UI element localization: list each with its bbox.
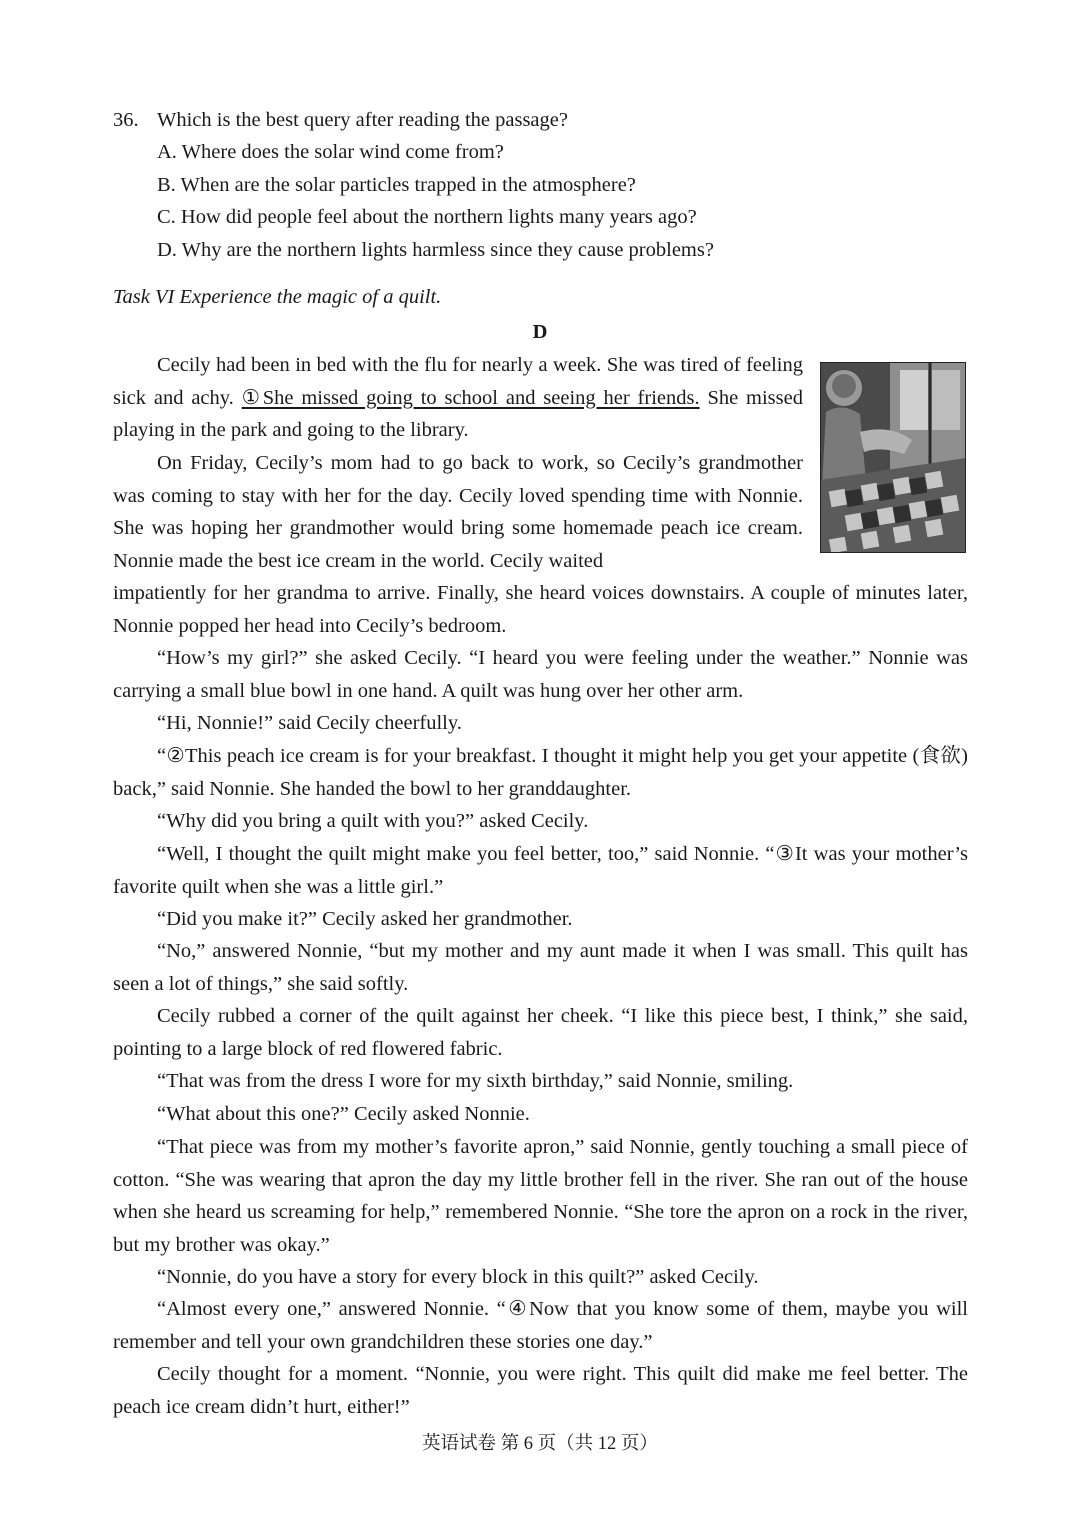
option-a: A. Where does the solar wind come from? — [157, 141, 504, 163]
paragraph-11: “That was from the dress I wore for my sixth birthday,” said Nonnie, smiling. — [157, 1070, 794, 1092]
question-number: 36. — [113, 109, 139, 131]
page-footer: 英语试卷 第 6 页（共 12 页） — [422, 1434, 658, 1454]
option-d: D. Why are the northern lights harmless since they cause problems? — [157, 239, 714, 261]
paragraph-7: “Well, I thought the quilt might make you feel better, too,” said Nonnie. “③It was your mother’s favorite quilt when she was a little girl.” — [113, 843, 968, 898]
section-letter: D — [532, 321, 548, 343]
task-heading: Task VI Experience the magic of a quilt. — [113, 286, 442, 308]
paragraph-16: Cecily thought for a moment. “Nonnie, you were right. This quilt did make me feel better. The peach ice cream didn’t hurt, either!” — [113, 1363, 968, 1418]
paragraph-13: “That piece was from my mother’s favorite apron,” said Nonnie, gently touching a small piece of cotton. “She was wearing that apron the day my little brother fell in the river. She ran out of the house when she heard us screaming for help,” remembered Nonnie. “She tore the apron on a rock in the river, but my brother was okay.” — [113, 1136, 968, 1256]
paragraph-8: “Did you make it?” Cecily asked her grandmother. — [157, 908, 573, 930]
p1-text-a: Cecily had been in bed with the flu for nearly a week. She was tired of feeling sick and achy. — [113, 354, 803, 409]
paragraph-12: “What about this one?” Cecily asked Nonnie. — [157, 1103, 530, 1125]
paragraph-2-bottom: impatiently for her grandma to arrive. Finally, she heard voices downstairs. A couple of minutes later, Nonnie popped her head into Cecily’s bedroom. — [113, 582, 968, 637]
paragraph-9: “No,” answered Nonnie, “but my mother and my aunt made it when I was small. This quilt has seen a lot of things,” she said softly. — [113, 940, 968, 995]
option-b: B. When are the solar particles trapped in the atmosphere? — [157, 174, 636, 196]
paragraph-3: “How’s my girl?” she asked Cecily. “I heard you were feeling under the weather.” Nonnie was carrying a small blue bowl in one hand. A quilt was hung over her other arm. — [113, 647, 968, 702]
paragraph-5: “②This peach ice cream is for your breakfast. I thought it might help you get your appetite (食欲) back,” said Nonnie. She handed the bowl to her granddaughter. — [113, 745, 968, 800]
paragraph-6: “Why did you bring a quilt with you?” asked Cecily. — [157, 810, 589, 832]
option-c: C. How did people feel about the northern lights many years ago? — [157, 206, 697, 228]
paragraph-10: Cecily rubbed a corner of the quilt against her cheek. “I like this piece best, I think,” she said, pointing to a large block of red flowered fabric. — [113, 1005, 968, 1060]
paragraph-2-top: On Friday, Cecily’s mom had to go back to work, so Cecily’s grandmother was coming to stay with her for the day. Cecily loved spending time with Nonnie. She was hoping her grandmother would bring some homemade peach ice cream. Nonnie made the best ice cream in the world. Cecily waited — [113, 452, 803, 572]
quilt-illustration-drawing — [820, 362, 966, 553]
paragraph-1 — [113, 349, 803, 447]
quilt-illustration — [820, 362, 966, 553]
paragraph-4: “Hi, Nonnie!” said Cecily cheerfully. — [157, 712, 462, 734]
question-stem: Which is the best query after reading the passage? — [157, 109, 568, 131]
p1-text-c: She missed playing in the park and going to the library. — [113, 386, 803, 442]
question-36 — [113, 104, 568, 136]
underlined-sentence-1: ①She missed going to school and seeing her friends. — [241, 386, 700, 409]
paragraph-15: “Almost every one,” answered Nonnie. “④Now that you know some of them, maybe you will remember and tell your own grandchildren these stories one day.” — [113, 1298, 968, 1353]
paragraph-14: “Nonnie, do you have a story for every block in this quilt?” asked Cecily. — [157, 1266, 759, 1288]
